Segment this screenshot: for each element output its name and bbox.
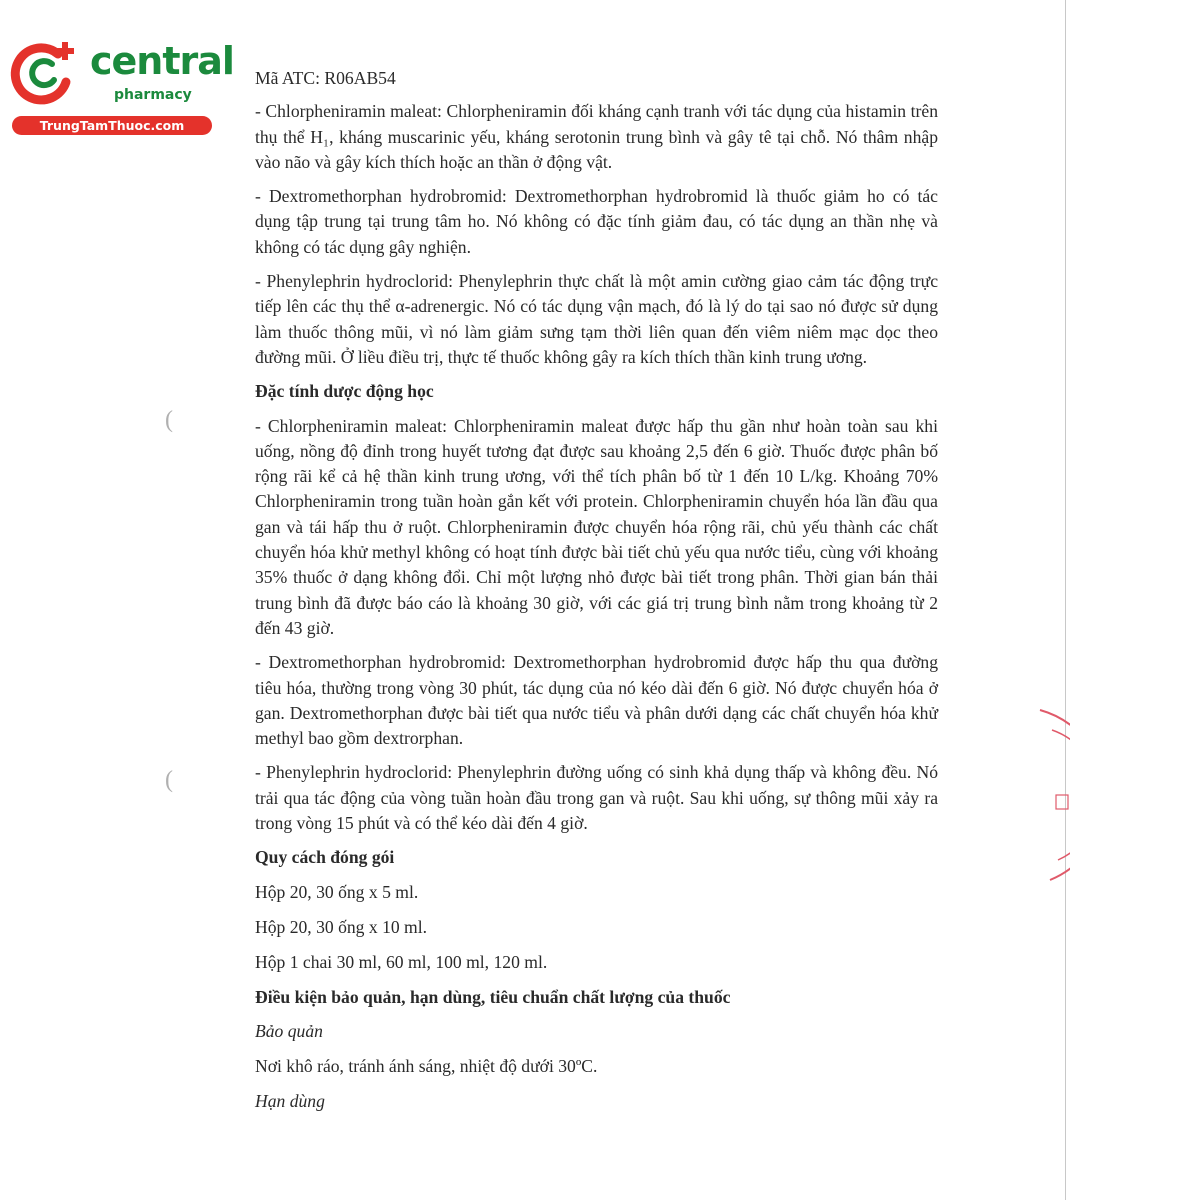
packaging-item: Hộp 1 chai 30 ml, 60 ml, 100 ml, 120 ml.: [255, 951, 548, 972]
margin-mark: (: [165, 407, 173, 433]
storage-subheading: Bảo quản: [255, 1021, 323, 1042]
packaging-item: Hộp 20, 30 ống x 5 ml.: [255, 882, 419, 903]
logo-subtitle: pharmacy: [114, 87, 192, 103]
red-stamp-fragment-icon: [1030, 700, 1070, 900]
scan-edge-line: [1065, 0, 1066, 1200]
chlorpheniramin-pharmacokinetics: - Chlorpheniramin maleat: Chlorpheniramin maleat được hấp thu gần như hoàn toàn sau khi uống, nồng độ đỉnh trong huyết tương đạt được sau khoảng 2,5 đến 6 giờ. Thuốc được phân bố rộng rãi kể cả hệ thần kinh trung ương, với thể tích phân bố từ 1 đến 10 L/kg. Khoảng 70% Chlorpheniramin trong tuần hoàn gắn kết với protein. Chlorpheniramin chuyển hóa lần đầu qua gan và tái hấp thu ở ruột. Chlorpheniramin được chuyển hóa rộng rãi, chủ yếu thành các chất chuyển hóa khử methyl không có hoạt tính được bài tiết chủ yếu qua nước tiểu, cùng với khoảng 35% thuốc ở dạng không đổi. Chỉ một lượng nhỏ được bài tiết trong phân. Thời gian bán thải trung bình đã được báo cáo là khoảng 30 giờ, với các giá trị trung bình nằm trong khoảng từ 2 đến 43 giờ.: [255, 415, 938, 638]
storage-heading: Điều kiện bảo quản, hạn dùng, tiêu chuẩn chất lượng của thuốc: [255, 986, 731, 1007]
pharmacokinetics-heading: Đặc tính dược động học: [255, 381, 434, 402]
logo-brand-name: central: [90, 39, 234, 83]
chlorpheniramin-pharmacodynamics: - Chlorpheniramin maleat: Chlorpheniramin đối kháng cạnh tranh với tác dụng của histamin trên thụ thể H₁, kháng muscarinic yếu, kháng serotonin trung bình và gây tê tại chỗ. Nó thâm nhập vào não và gây kích thích hoặc an thần ở động vật.: [255, 101, 938, 172]
phenylephrin-pharmacokinetics: - Phenylephrin hydroclorid: Phenylephrin đường uống có sinh khả dụng thấp và không đều. Nó trải qua tác động của vòng tuần hoàn đầu trong gan và ruột. Sau khi uống, sự thông mũi xảy ra trong vòng 15 phút và có thể kéo dài đến 4 giờ.: [255, 762, 938, 834]
pharmacy-logo: [10, 36, 234, 136]
margin-mark: (: [165, 767, 173, 793]
packaging-heading: Quy cách đóng gói: [255, 847, 395, 868]
dextromethorphan-pharmacodynamics: - Dextromethorphan hydrobromid: Dextromethorphan hydrobromid là thuốc giảm ho có tác dụng tập trung tại trung tâm ho. Nó không có đặc tính giảm đau, có tác dụng an thần nhẹ và không có tác dụng gây nghiện.: [255, 186, 938, 257]
packaging-item: Hộp 20, 30 ống x 10 ml.: [255, 916, 428, 937]
atc-code: Mã ATC: R06AB54: [255, 68, 396, 88]
phenylephrin-pharmacodynamics: - Phenylephrin hydroclorid: Phenylephrin thực chất là một amin cường giao cảm tác động trực tiếp lên các thụ thể α-adrenergic. Nó có tác dụng vận mạch, đó là lý do tại sao nó được sử dụng làm thuốc thông mũi, vì nó làm giảm sưng tạm thời liên quan đến viêm niêm mạc dọc theo đường mũi. Ở liều điều trị, thực tế thuốc không gây ra kích thích thần kinh trung ương.: [255, 271, 938, 367]
document-page: [255, 66, 938, 1124]
logo-website: TrungTamThuoc.com: [12, 116, 212, 135]
storage-text: Nơi khô ráo, tránh ánh sáng, nhiệt độ dưới 30ºC.: [255, 1056, 598, 1077]
dextromethorphan-pharmacokinetics: - Dextromethorphan hydrobromid: Dextromethorphan hydrobromid được hấp thu qua đường tiêu hóa, thường trong vòng 30 phút, tác dụng của nó kéo dài đến 6 giờ. Nó được chuyển hóa ở gan. Dextromethorphan được bài tiết qua nước tiểu và phân dưới dạng các chất chuyển hóa khử methyl bao gồm dextrorphan.: [255, 652, 938, 749]
expiry-subheading: Hạn dùng: [255, 1090, 325, 1111]
central-pharmacy-logo-icon: [10, 36, 82, 108]
